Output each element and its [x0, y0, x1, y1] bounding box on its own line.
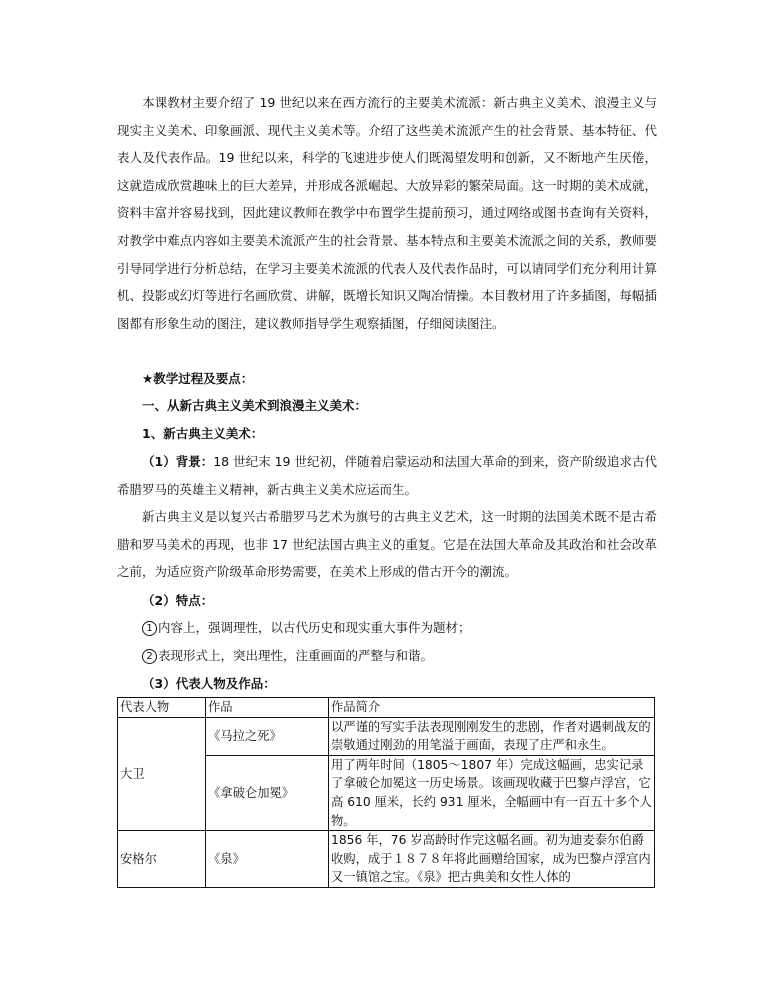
heading-section-1: 一、从新古典主义美术到浪漫主义美术： — [142, 398, 368, 413]
table-row — [118, 831, 655, 888]
intro-paragraph: 本课教材主要介绍了 19 世纪以来在西方流行的主要美术流派：新古典主义美术、浪漫主义与现实主义美术、印象画派、现代主义美术等。介绍了这些美术流派产生的社会背景、基本特征、代表人及代表作品。19 世纪以来，科学的飞速进步使人们既渴望发明和创新，又不断地产生厌倦，这就造成欣赏趣味上的巨大差异，并形成各派崛起、大放异彩的繁荣局面。这一时期的美术成就，资料丰富并容易找到，因此建议教师在教学中布置学生提前预习，通过网络或图书查询有关资料，对教学中难点内容如主要美术流派产生的社会背景、基本特点和主要美术流派之间的关系，教师要引导同学进行分析总结，在学习主要美术流派的代表人及代表作品时，可以请同学们充分利用计算机、投影或幻灯等进行名画欣赏、讲解，既增长知识又陶冶情操。本目教材用了许多插图，每幅插图都有形象生动的图注，建议教师指导学生观察插图，仔细阅读图注。 — [117, 95, 657, 331]
work-title-cell: 《拿破仑加冕》 — [206, 755, 329, 830]
representatives-heading: （3）代表人物及作品： — [142, 676, 276, 691]
artist-cell: 安格尔 — [118, 831, 206, 888]
work-title-cell: 《马拉之死》 — [206, 717, 329, 755]
feature-item-1: 1 内容上，强调理性，以古代历史和现实重大事件为题材； — [142, 619, 682, 637]
header-artist: 代表人物 — [118, 698, 206, 718]
table-row — [118, 717, 655, 755]
table-header-row — [118, 698, 655, 718]
artist-cell: 大卫 — [118, 717, 206, 831]
background-paragraph: （1）背景：18 世纪末 19 世纪初，伴随着启蒙运动和法国大革命的到来，资产阶级追求古代希腊罗马的英雄主义精神，新古典主义美术应运而生。 — [117, 454, 658, 497]
header-work: 作品 — [206, 698, 329, 718]
feature-item-2: 2 表现形式上，突出理性，注重画面的严整与和谐。 — [142, 647, 682, 665]
circled-number-2: 2 — [142, 649, 157, 664]
work-description-cell: 1856 年，76 岁高龄时作完这幅名画。初为迪麦泰尔伯爵收购，成于１８７８年将此画赠给国家，成为巴黎卢浮宫内又一镇馆之宝。《泉》把古典美和女性人体的 — [329, 831, 655, 888]
work-description-cell: 用了两年时间（1805～1807 年）完成这幅画，忠实记录了拿破仑加冕这一历史场景。该画现收藏于巴黎卢浮宫，它高 610 厘米，长约 931 厘米，全幅画中有一百五十多个人物。 — [329, 755, 655, 830]
works-table — [117, 697, 655, 888]
work-description-cell: 以严谨的写实手法表现刚刚发生的悲剧，作者对遇刺战友的崇敬通过刚劲的用笔溢于画面，表现了庄严和永生。 — [329, 717, 655, 755]
heading-neoclassicism: 1、新古典主义美术： — [142, 426, 264, 441]
heading-teaching-process: ★教学过程及要点： — [142, 371, 254, 386]
header-description: 作品简介 — [329, 698, 655, 718]
background-label: （1）背景： — [142, 454, 214, 469]
neoclassic-paragraph: 新古典主义是以复兴古希腊罗马艺术为旗号的古典主义艺术，这一时期的法国美术既不是古希腊和罗马美术的再现，也非 17 世纪法国古典主义的重复。它是在法国大革命及其政治和社会改革之前，为适应资产阶级革命形势需要，在美术上形成的借古开今的潮流。 — [117, 509, 657, 580]
circled-number-1: 1 — [142, 621, 157, 636]
work-title-cell: 《泉》 — [206, 831, 329, 888]
features-heading: （2）特点： — [142, 593, 214, 608]
